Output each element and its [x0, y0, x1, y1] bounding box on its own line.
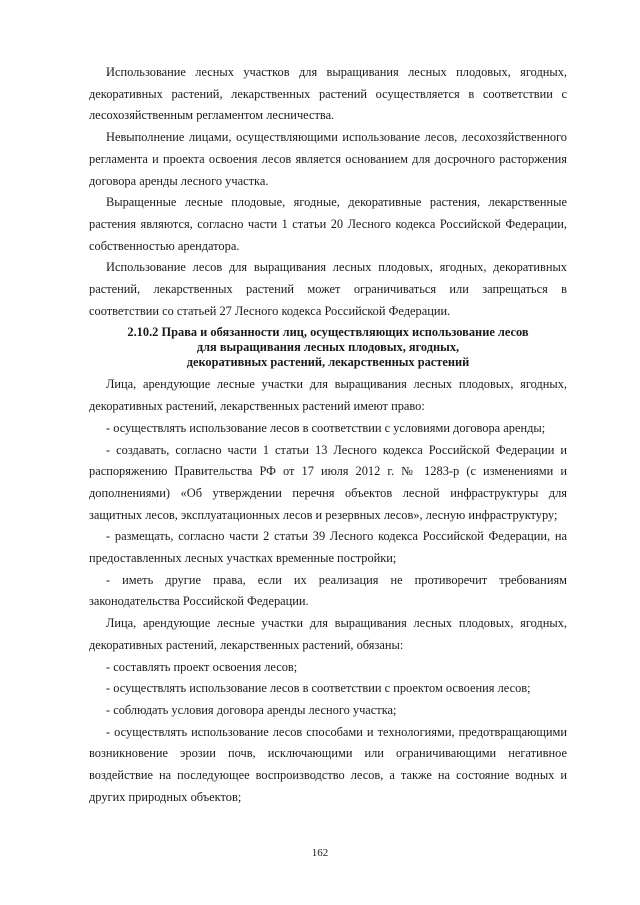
paragraph-duties-intro: Лица, арендующие лесные участки для выращивания лесных плодовых, ягодных, декоративных растений, лекарственных растений, обязаны: [89, 616, 567, 652]
list-item-right-1: - осуществлять использование лесов в соответствии с условиями договора аренды; [106, 420, 546, 435]
section-heading-line-3: декоративных растений, лекарственных растений [186, 355, 470, 370]
paragraph-rights-intro: Лица, арендующие лесные участки для выращивания лесных плодовых, ягодных, декоративных растений, лекарственных растений имеют право: [89, 377, 567, 414]
list-item-duty-2: - осуществлять использование лесов в соответствии с проектом освоения лесов; [106, 681, 531, 696]
list-item-right-3: - размещать, согласно части 2 статьи 39 Лесного кодекса Российской Федерации, на предоставленных лесных участках временные постройки; [89, 529, 567, 566]
list-item-right-4: - иметь другие права, если их реализация не противоречит требованиям законодательства Российской Федерации. [89, 572, 567, 609]
list-item-duty-1: - составлять проект освоения лесов; [106, 659, 298, 674]
paragraph-4: Использование лесов для выращивания лесных плодовых, ягодных, декоративных растений, лекарственных растений может ограничиваться или запрещаться в соответствии со статьей 27 Лесного кодекса Российской Федерации. [89, 260, 567, 318]
paragraph-1: Использование лесных участков для выращивания лесных плодовых, ягодных, декоративных растений, лекарственных растений осуществляется в соответствии с лесохозяйственным регламентом лесничества. [89, 65, 567, 123]
section-heading-line-2: для выращивания лесных плодовых, ягодных, [196, 340, 460, 355]
paragraph-3: Выращенные лесные плодовые, ягодные, декоративные растения, лекарственные растения являются, согласно части 1 статьи 20 Лесного кодекса Российской Федерации, собственностью арендатора. [89, 195, 567, 253]
document-page [89, 62, 567, 809]
list-item-duty-4: - осуществлять использование лесов способами и технологиями, предотвращающими возникновение эрозии почв, исключающими или ограничивающими негативное воздействие на последующее воспроизводство лесов, а также на состояние водных и других природных объектов; [89, 724, 567, 804]
list-item-right-2: - создавать, согласно части 1 статьи 13 Лесного кодекса Российской Федерации и распоряжению Правительства РФ от 17 июля 2012 г. № 1283-р (с изменениями и дополнениями) «Об утверждении перечня объектов лесной инфраструктуры для защитных лесов, эксплуатационных лесов и резервных лесов», лесную инфраструктуру; [89, 442, 567, 522]
section-heading [89, 325, 567, 370]
section-heading-line-1: 2.10.2 Права и обязанности лиц, осуществляющих использование лесов [127, 325, 529, 340]
list-item-duty-3: - соблюдать условия договора аренды лесного участка; [106, 702, 397, 717]
page-number: 162 [311, 847, 329, 859]
paragraph-2: Невыполнение лицами, осуществляющими использование лесов, лесохозяйственного регламента и проекта освоения лесов является основанием для досрочного расторжения договора аренды лесного участка. [89, 130, 567, 188]
